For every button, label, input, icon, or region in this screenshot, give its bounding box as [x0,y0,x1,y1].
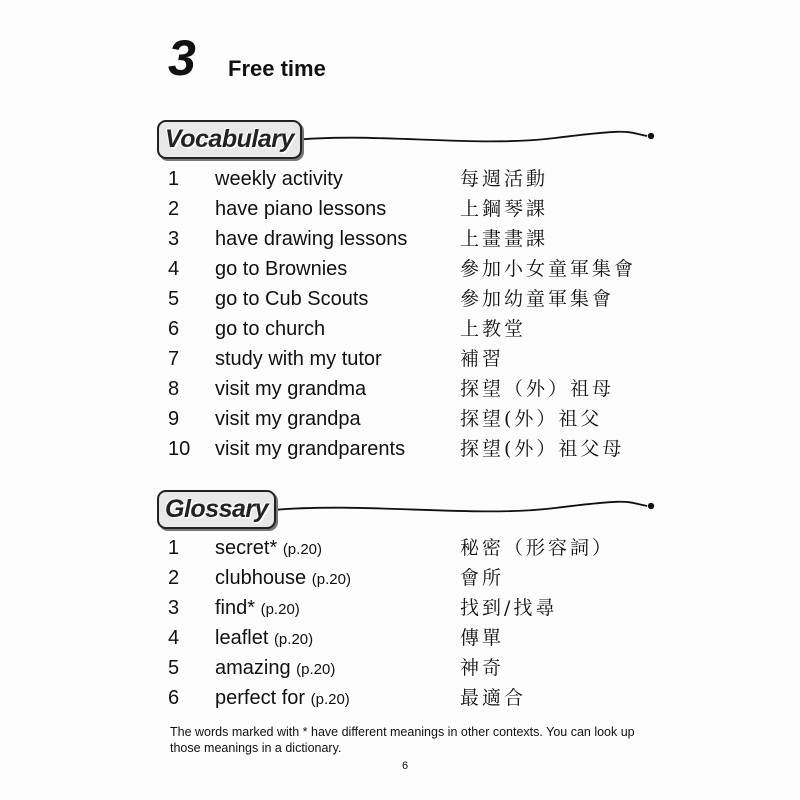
item-english: study with my tutor [215,348,382,370]
glossary-item [0,593,800,623]
item-chinese: 上畫畫課 [460,228,549,250]
item-chinese: 找到/找尋 [460,597,558,619]
item-chinese: 探望（外）祖母 [460,378,615,400]
vocabulary-item [0,374,800,404]
item-chinese: 參加小女童軍集會 [460,258,637,280]
item-number: 3 [168,597,180,619]
item-number: 6 [168,318,180,340]
vocabulary-item [0,434,800,464]
item-english: visit my grandparents [215,438,406,460]
item-number: 1 [168,537,180,559]
item-page-ref: (p.20) [296,661,336,678]
vocabulary-header [155,118,655,158]
item-number: 10 [168,438,191,460]
item-english: have drawing lessons [215,228,408,250]
item-number: 4 [168,627,180,649]
glossary-item [0,683,800,713]
item-english: weekly activity [215,168,343,190]
item-english: go to Brownies [215,258,348,280]
item-chinese: 上鋼琴課 [460,198,549,220]
item-chinese: 傳單 [460,627,505,649]
item-page-ref: (p.20) [310,691,350,708]
vocabulary-heading: Vocabulary [157,120,302,159]
item-number: 4 [168,258,180,280]
footnote: The words marked with * have different meanings in other contexts. You can look up those meanings in a dictionary. [170,725,635,755]
item-english: clubhouse (p.20) [215,567,351,589]
glossary-item [0,653,800,683]
item-english: have piano lessons [215,198,387,220]
item-number: 8 [168,378,180,400]
vocabulary-item [0,284,800,314]
item-english: visit my grandma [215,378,367,400]
item-chinese: 參加幼童軍集會 [460,288,615,310]
item-english: amazing (p.20) [215,657,336,679]
item-english: visit my grandpa [215,408,361,430]
chapter-number: 3 [168,30,196,86]
item-number: 6 [168,687,180,709]
item-english: go to church [215,318,326,340]
glossary-item [0,533,800,563]
item-english: perfect for (p.20) [215,687,350,709]
item-english: go to Cub Scouts [215,288,369,310]
glossary-item [0,563,800,593]
item-number: 9 [168,408,180,430]
item-chinese: 秘密（形容詞） [460,537,615,559]
item-number: 2 [168,567,180,589]
vocabulary-item [0,164,800,194]
item-chinese: 探望(外）祖父母 [460,438,625,460]
item-page-ref: (p.20) [282,541,322,558]
item-page-ref: (p.20) [273,631,314,648]
item-english: leaflet (p.20) [215,627,314,649]
item-number: 5 [168,288,180,310]
vocabulary-item [0,404,800,434]
item-number: 5 [168,657,180,679]
item-chinese: 每週活動 [460,168,549,190]
glossary-heading: Glossary [157,490,276,529]
page-number: 6 [401,760,409,772]
glossary-header [155,488,655,528]
item-chinese: 最適合 [460,687,527,709]
item-number: 2 [168,198,180,220]
item-chinese: 上教堂 [460,318,527,340]
item-chinese: 神奇 [460,657,505,679]
chapter-title: Free time [228,56,326,81]
item-number: 1 [168,168,180,190]
item-chinese: 會所 [460,567,505,589]
vocabulary-item [0,194,800,224]
item-english: find* (p.20) [215,597,300,619]
item-page-ref: (p.20) [260,601,300,618]
item-chinese: 補習 [460,348,505,370]
item-english: secret* (p.20) [215,537,322,559]
vocabulary-item [0,254,800,284]
glossary-item [0,623,800,653]
vocabulary-item [0,224,800,254]
vocabulary-item [0,314,800,344]
item-page-ref: (p.20) [311,571,351,588]
item-number: 3 [168,228,180,250]
item-number: 7 [168,348,180,370]
item-chinese: 探望(外）祖父 [460,408,603,430]
vocabulary-item [0,344,800,374]
